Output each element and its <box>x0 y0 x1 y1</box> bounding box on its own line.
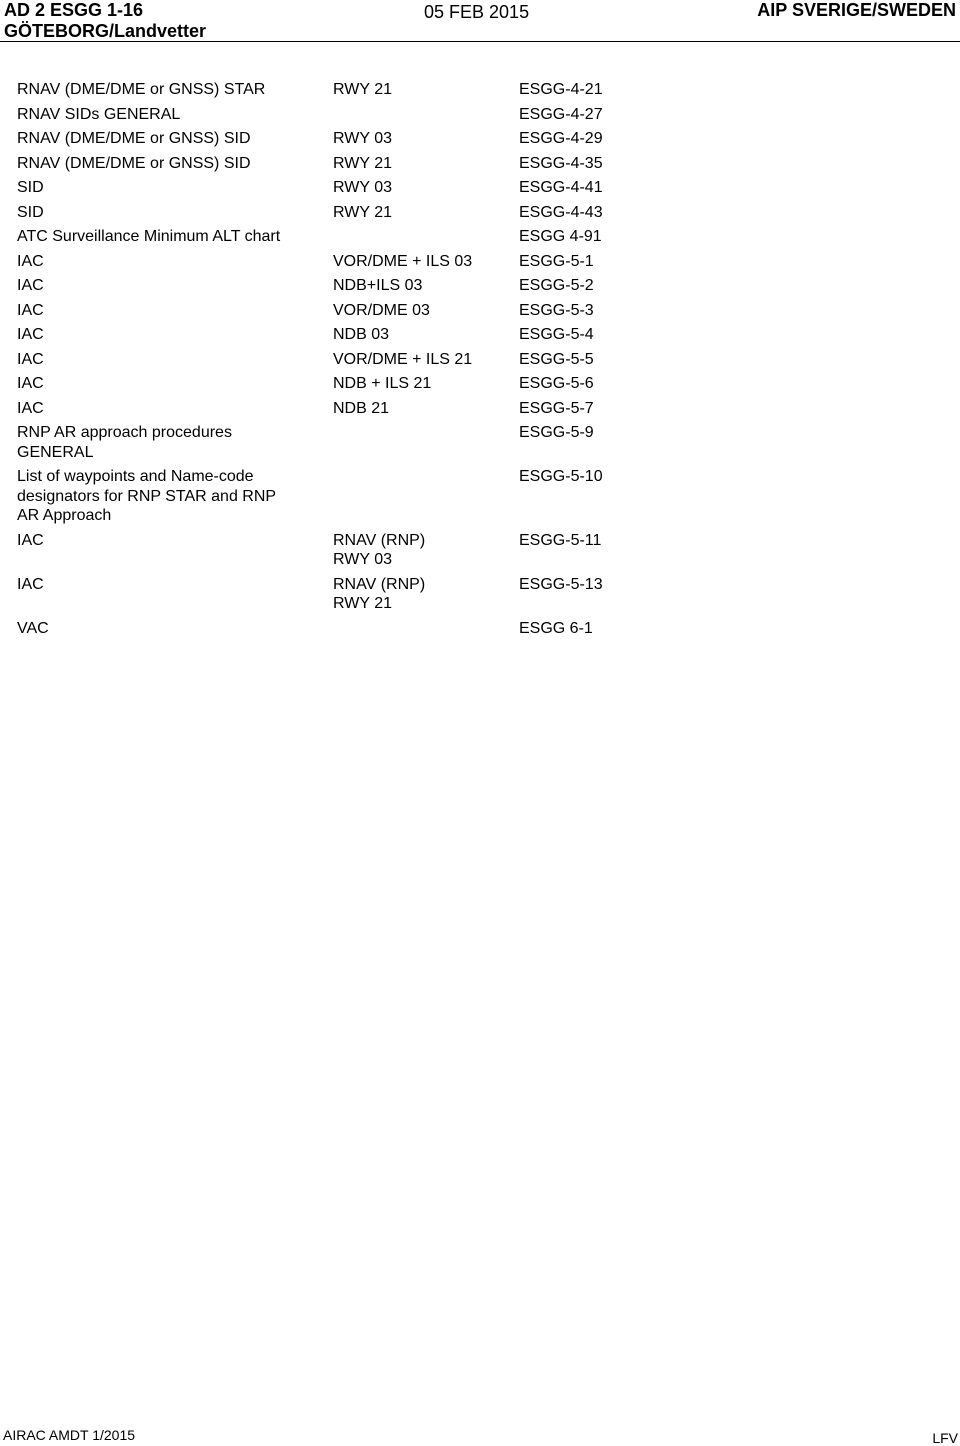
chart-spec: RNAV (RNP) RWY 21 <box>333 575 426 612</box>
chart-title: IAC <box>17 277 44 294</box>
chart-title: IAC <box>17 531 44 549</box>
chart-spec <box>333 227 519 252</box>
chart-title: ATC Surveillance Minimum ALT chart <box>17 228 281 245</box>
list-item <box>17 301 657 326</box>
effective-date: 05 FEB 2015 <box>424 2 530 22</box>
list-item <box>17 325 657 350</box>
list-item <box>17 374 657 399</box>
page-ref: ESGG-4-43 <box>519 203 603 221</box>
list-item <box>17 227 657 252</box>
page-ref: ESGG-4-21 <box>519 81 603 98</box>
chart-spec <box>333 619 519 644</box>
header-left <box>4 0 206 42</box>
chart-spec: NDB 21 <box>333 399 390 417</box>
page-ref: ESGG-5-6 <box>519 375 594 392</box>
amendment-number: AIRAC AMDT 1/2015 <box>3 1427 136 1443</box>
page-ref: ESGG-5-13 <box>519 575 603 593</box>
page-ref: ESGG-5-5 <box>519 350 594 368</box>
chart-spec: VOR/DME + ILS 03 <box>333 252 473 270</box>
chart-spec <box>333 467 519 531</box>
page-header <box>0 0 960 42</box>
chart-title: IAC <box>17 575 44 593</box>
page-ref: ESGG-5-10 <box>519 468 603 485</box>
list-item <box>17 276 657 301</box>
page-ref: ESGG-4-27 <box>519 105 603 123</box>
list-item <box>17 178 657 203</box>
chart-spec: RWY 21 <box>333 81 392 98</box>
chart-title: VAC <box>17 619 49 637</box>
list-item <box>17 575 657 619</box>
page-ref: ESGG-5-3 <box>519 301 594 319</box>
chart-spec <box>333 423 519 467</box>
chart-spec: RWY 21 <box>333 154 392 172</box>
list-item <box>17 467 657 531</box>
list-item <box>17 350 657 375</box>
publisher-name: AIP SVERIGE/SWEDEN <box>757 0 956 20</box>
chart-spec: RWY 03 <box>333 130 392 147</box>
page-ref: ESGG-4-35 <box>519 154 603 172</box>
chart-spec: NDB 03 <box>333 326 390 343</box>
page-ref: ESGG 6-1 <box>519 619 593 637</box>
list-item <box>17 531 657 575</box>
chart-title: RNAV (DME/DME or GNSS) SID <box>17 154 251 172</box>
chart-title: RNAV (DME/DME or GNSS) SID <box>17 130 251 147</box>
list-item <box>17 105 657 130</box>
page-ref: ESGG-4-41 <box>519 179 603 196</box>
chart-list <box>17 80 657 643</box>
list-item <box>17 399 657 424</box>
chart-spec: RWY 21 <box>333 203 392 221</box>
chart-title: IAC <box>17 326 44 343</box>
chart-spec: VOR/DME 03 <box>333 301 430 319</box>
chart-title: RNAV SIDs GENERAL <box>17 105 181 123</box>
list-item <box>17 154 657 179</box>
page-ref: ESGG-5-11 <box>519 531 602 549</box>
location-name: GÖTEBORG/Landvetter <box>4 21 207 41</box>
chart-spec: VOR/DME + ILS 21 <box>333 350 473 368</box>
chart-spec: NDB + ILS 21 <box>333 375 432 392</box>
chart-title: IAC <box>17 350 44 368</box>
chart-spec: NDB+ILS 03 <box>333 277 423 294</box>
issuer-name: LFV <box>932 1430 958 1446</box>
page-ref: ESGG-5-4 <box>519 326 594 343</box>
chart-title: SID <box>17 203 44 221</box>
list-item <box>17 203 657 228</box>
list-item <box>17 80 657 105</box>
chart-title: IAC <box>17 375 44 392</box>
list-item <box>17 619 657 644</box>
list-item <box>17 252 657 277</box>
page-ref: ESGG-5-1 <box>519 252 594 270</box>
page-ref: ESGG-5-2 <box>519 277 594 294</box>
page-ref: ESGG-5-7 <box>519 399 594 417</box>
chart-title: List of waypoints and Name-code designators for RNP STAR and RNP AR Approach <box>17 468 277 524</box>
chart-title: RNP AR approach procedures GENERAL <box>17 424 232 461</box>
chart-spec: RWY 03 <box>333 179 392 196</box>
list-item <box>17 129 657 154</box>
list-item <box>17 423 657 467</box>
page-ref: ESGG-4-29 <box>519 130 603 147</box>
chart-title: IAC <box>17 399 44 417</box>
chart-title: IAC <box>17 301 44 319</box>
page-ref: ESGG 4-91 <box>519 228 602 245</box>
doc-code: AD 2 ESGG 1-16 <box>4 0 144 20</box>
chart-spec <box>333 105 519 130</box>
chart-title: RNAV (DME/DME or GNSS) STAR <box>17 81 266 98</box>
chart-title: SID <box>17 179 44 196</box>
chart-spec: RNAV (RNP) RWY 03 <box>333 531 426 568</box>
chart-title: IAC <box>17 252 44 270</box>
page-ref: ESGG-5-9 <box>519 424 594 441</box>
